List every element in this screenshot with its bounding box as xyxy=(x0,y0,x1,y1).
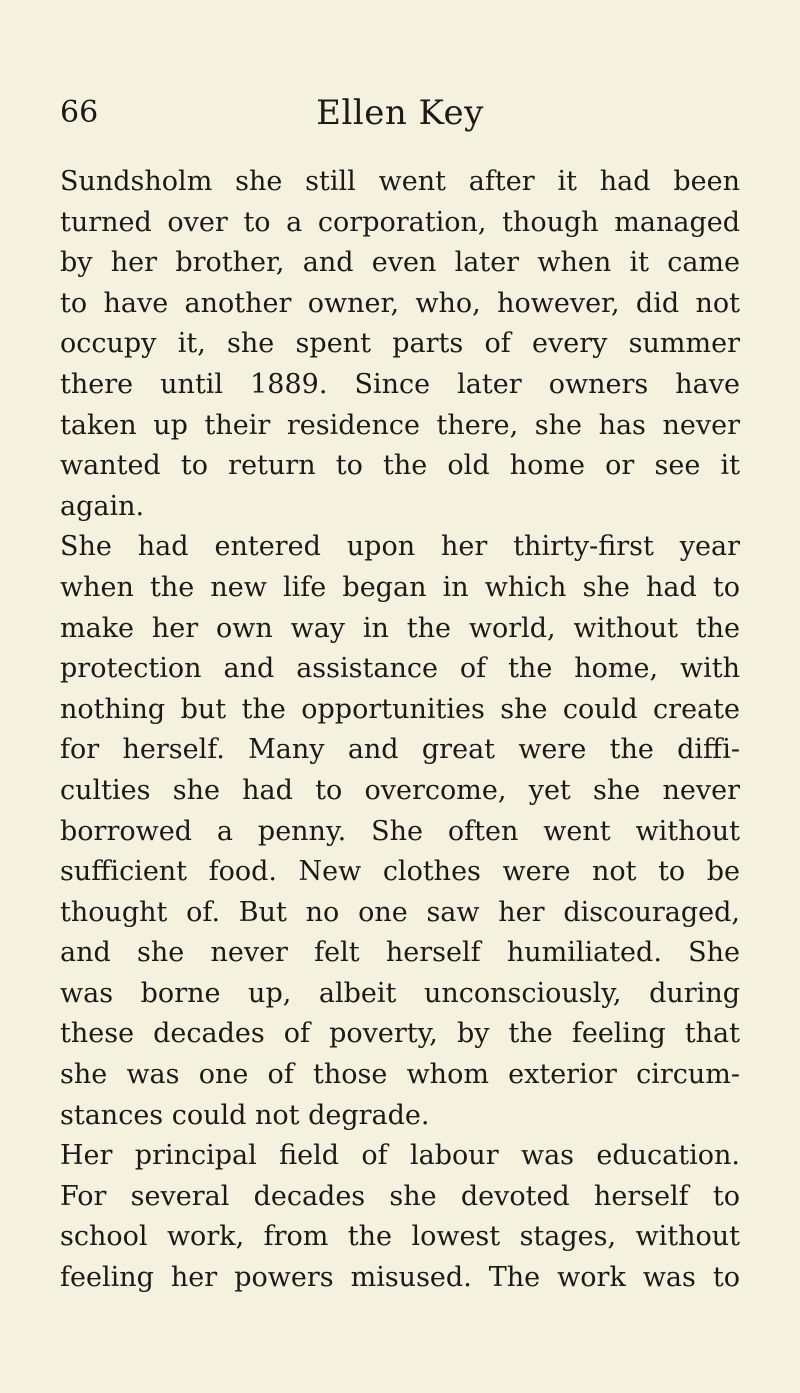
text-line: nothing but the opportunities she could create xyxy=(60,693,740,725)
text-line: for herself. Many and great were the diffi- xyxy=(60,734,740,766)
text-line: when the new life began in which she had to xyxy=(60,571,740,603)
text-line: For several decades she devoted herself to xyxy=(60,1180,740,1212)
text-line: stances could not degrade. xyxy=(60,1099,430,1131)
running-title: Ellen Key xyxy=(316,93,484,133)
body-text xyxy=(60,162,740,1299)
text-line: turned over to a corporation, though managed xyxy=(60,206,740,238)
text-line: thought of. But no one saw her discouraged, xyxy=(60,896,740,928)
text-line: She had entered upon her thirty-first year xyxy=(60,531,740,563)
text-line: Sundsholm she still went after it had been xyxy=(60,166,740,197)
text-line: by her brother, and even later when it came xyxy=(60,247,740,279)
text-line: again. xyxy=(60,490,145,522)
paragraph-2 xyxy=(60,527,740,1136)
text-line: borrowed a penny. She often went without xyxy=(60,815,740,847)
paragraph-3 xyxy=(60,1136,740,1298)
text-line: she was one of those whom exterior circum- xyxy=(60,1059,740,1091)
page-number: 66 xyxy=(60,95,99,130)
text-line: and she never felt herself humiliated. She xyxy=(60,937,740,969)
text-line: school work, from the lowest stages, without xyxy=(60,1221,740,1253)
text-line: there until 1889. Since later owners have xyxy=(60,368,740,400)
text-line: make her own way in the world, without the xyxy=(60,612,740,644)
text-line: wanted to return to the old home or see it xyxy=(60,450,740,482)
text-line: sufficient food. New clothes were not to be xyxy=(60,856,740,888)
text-line: these decades of poverty, by the feeling that xyxy=(60,1018,740,1050)
text-line: feeling her powers misused. The work was to xyxy=(60,1262,740,1294)
text-line: was borne up, albeit unconsciously, during xyxy=(60,977,740,1009)
text-line: occupy it, she spent parts of every summer xyxy=(60,328,740,360)
text-line: Her principal field of labour was education. xyxy=(60,1140,740,1172)
text-line: protection and assistance of the home, with xyxy=(60,653,740,685)
text-line: taken up their residence there, she has never xyxy=(60,409,740,441)
text-line: to have another owner, who, however, did not xyxy=(60,287,740,319)
text-line: culties she had to overcome, yet she never xyxy=(60,774,740,806)
paragraph-1 xyxy=(60,162,740,527)
running-head xyxy=(60,92,740,142)
